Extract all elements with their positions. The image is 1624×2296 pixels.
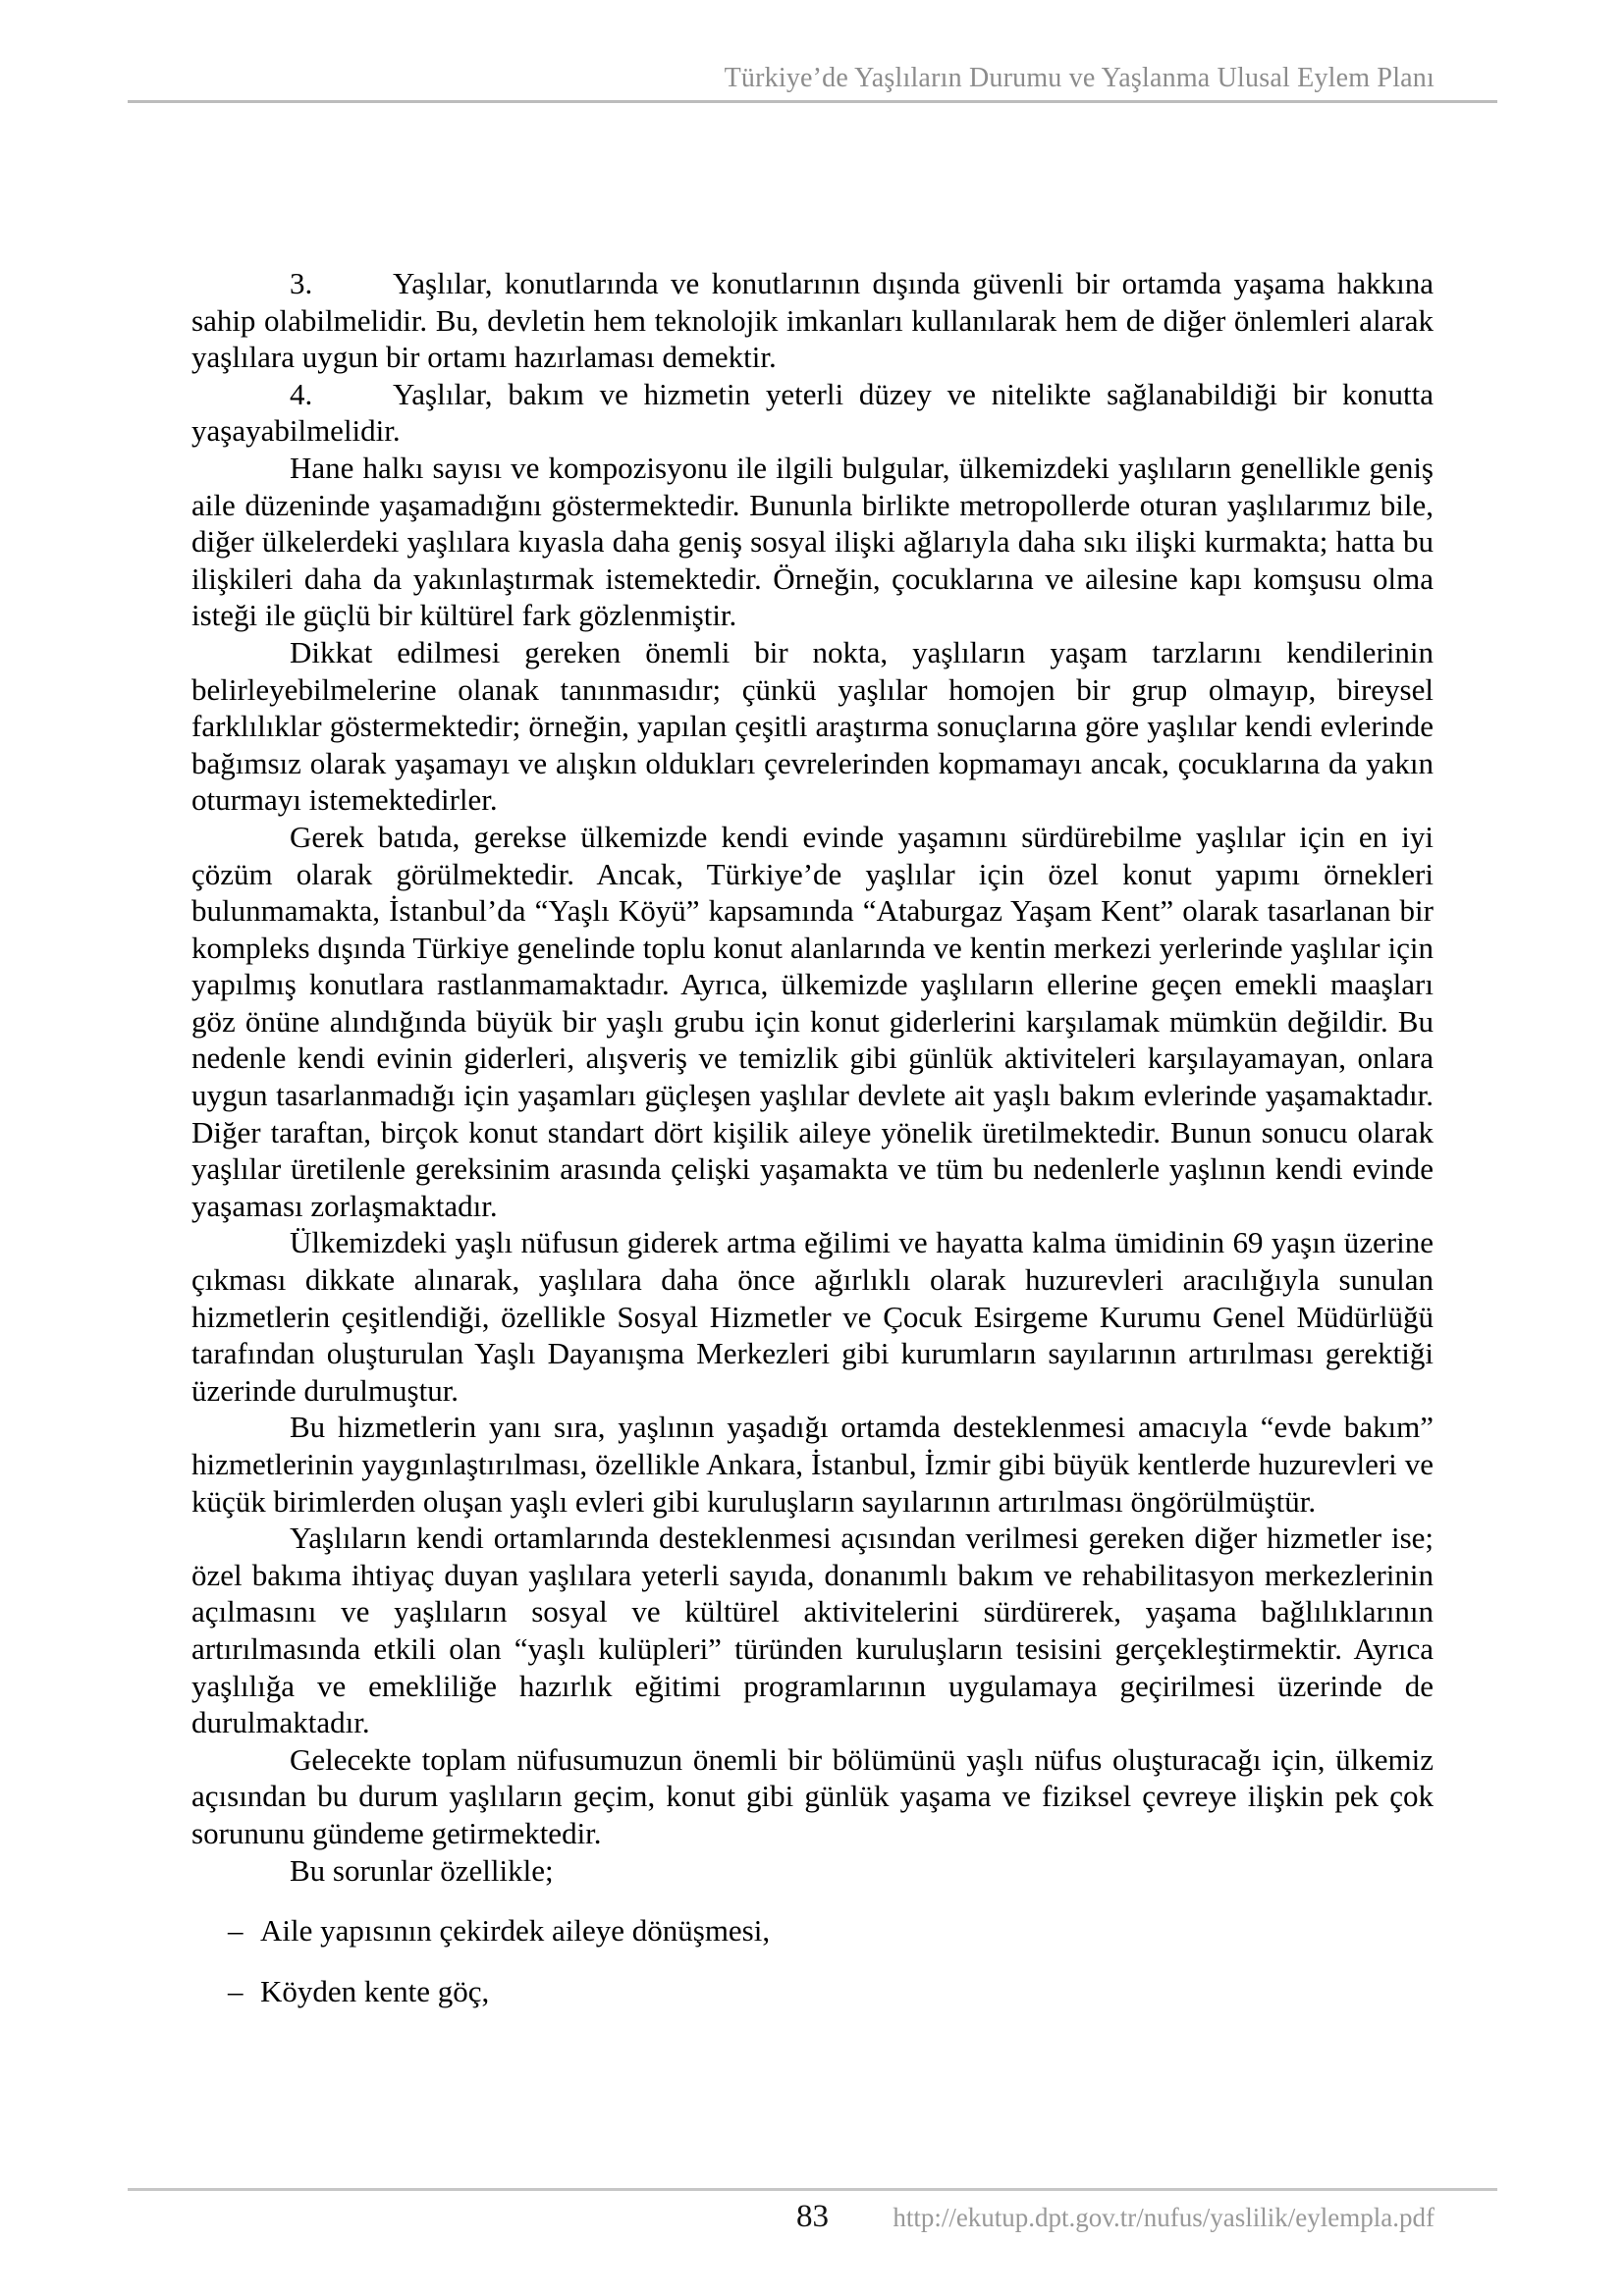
paragraph: Gelecekte toplam nüfusumuzun önemli bir bölümünü yaşlı nüfus oluşturacağı için, ülkemiz açısından bu durum yaşlıların geçim, konut gibi günlük yaşama ve fiziksel çevreye ilişkin pek çok sorununu gündeme getirmektedir. (191, 1741, 1434, 1850)
paragraph: Bu sorunlar özellikle; (290, 1852, 554, 1888)
footer-row (128, 2199, 1497, 2242)
page-number: 83 (796, 2199, 829, 2234)
item-number: 3. (290, 266, 313, 300)
paragraph: Dikkat edilmesi gereken önemli bir nokta, yaşlıların yaşam tarzlarını kendilerinin belirleyebilmelerine olanak tanınmasıdır; çünkü yaşlılar homojen bir grup olmayıp, bireysel farklılıklar göstermektedir; örneğin, yapılan çeşitli araştırma sonuçlarına göre yaşlılar kendi evlerinde bağımsız olarak yaşamayı ve alışkın oldukları çevrelerinden kopmamayı ancak, çocuklarına da yakın oturmayı istemektedirler. (191, 634, 1434, 818)
footer-url: http://ekutup.dpt.gov.tr/nufus/yaslilik/eylempla.pdf (893, 2203, 1435, 2232)
item-number: 4. (290, 376, 313, 411)
paragraph: Hane halkı sayısı ve kompozisyonu ile ilgili bulgular, ülkemizdeki yaşlıların genellikle geniş aile düzeninde yaşamadığını göstermektedir. Bununla birlikte metropollerde oturan yaşlılarımız bile, diğer ülkelerdeki yaşlılara kıyasla daha geniş sosyal ilişki ağlarıyla daha sıkı ilişki kurmakta; hatta bu ilişkileri daha da yakınlaştırmak istemektedir. Örneğin, çocuklarına ve ailesine kapı komşusu olma isteği ile güçlü bir kültürel fark gözlenmiştir. (191, 450, 1434, 633)
numbered-paragraph: 4. Yaşlılar, bakım ve hizmetin yeterli düzey ve nitelikte sağlanabildiği bir konutta yaşayabilmelidir. (191, 376, 1434, 449)
document-text (191, 265, 1434, 2009)
page-footer (128, 2188, 1497, 2242)
page-header (128, 0, 1497, 103)
list-dash-marker: – (228, 1973, 244, 2008)
paragraph: Gerek batıda, gerekse ülkemizde kendi evinde yaşamını sürdürebilme yaşlılar için en iyi çözüm olarak görülmektedir. Ancak, Türkiye’de yaşlılar için özel konut yapımı örnekleri bulunmamakta, İstanbul’da “Yaşlı Köyü” kapsamında “Ataburgaz Yaşam Kent” olarak tasarlanan bir kompleks dışında Türkiye genelinde toplu konut alanlarında ve kentin merkezi yerlerinde yaşlılar için yapılmış konutlara rastlanmamaktadır. Ayrıca, ülkemizde yaşlıların ellerine geçen emekli maaşları göz önüne alındığında büyük bir yaşlı grubu için konut giderlerini karşılamak mümkün değildir. Bu nedenle kendi evinin giderleri, alışveriş ve temizlik gibi günlük aktiviteleri karşılayamayan, onlara uygun tasarlanmadığı için yaşamları güçleşen yaşlılar devlete ait yaşlı bakım evlerinde yaşamaktadır. Diğer taraftan, birçok konut standart dört kişilik aileye yönelik üretilmektedir. Bunun sonucu olarak yaşlılar üretilenle gereksinim arasında çelişki yaşamakta ve tüm bu nedenlerle yaşlının kendi evinde yaşaması zorlaşmaktadır. (191, 819, 1434, 1223)
list-item (191, 1912, 1434, 1949)
header-divider (128, 100, 1497, 103)
footer-divider (128, 2188, 1497, 2191)
list-item-text: Aile yapısının çekirdek aileye dönüşmesi, (260, 1913, 771, 1949)
list-dash-marker: – (228, 1913, 244, 1949)
paragraph: Bu hizmetlerin yanı sıra, yaşlının yaşadığı ortamda desteklenmesi amacıyla “evde bakım” hizmetlerinin yaygınlaştırılması, özellikle Ankara, İstanbul, İzmir gibi büyük kentlerde huzurevleri ve küçük birimlerden oluşan yaşlı evleri gibi kuruluşların sayılarının artırılması öngörülmüştür. (191, 1410, 1434, 1519)
running-header-title: Türkiye’de Yaşlıların Durumu ve Yaşlanma Ulusal Eylem Planı (724, 63, 1435, 93)
numbered-paragraph: 3. Yaşlılar, konutlarında ve konutlarının dışında güvenli bir ortamda yaşama hakkına sahip olabilmelidir. Bu, devletin hem teknolojik imkanları kullanılarak hem de diğer önlemleri alarak yaşlılara uygun bir ortamı hazırlaması demektir. (191, 266, 1434, 375)
list-item-text: Köyden kente göç, (260, 1973, 490, 2008)
paragraph: Ülkemizdeki yaşlı nüfusun giderek artma eğilimi ve hayatta kalma ümidinin 69 yaşın üzerine çıkması dikkate alınarak, yaşlılara daha önce ağırlıklı olarak huzurevleri aracılığıyla sunulan hizmetlerin çeşitlendiği, özellikle Sosyal Hizmetler ve Çocuk Esirgeme Kurumu Genel Müdürlüğü tarafından oluşturulan Yaşlı Dayanışma Merkezleri gibi kurumların sayılarının artırılması gerektiği üzerinde durulmuştur. (191, 1225, 1434, 1408)
list-item (191, 1973, 1434, 2010)
paragraph: Yaşlıların kendi ortamlarında desteklenmesi açısından verilmesi gereken diğer hizmetler ise; özel bakıma ihtiyaç duyan yaşlılara yeterli sayıda, donanımlı bakım ve rehabilitasyon merkezlerinin açılmasını ve yaşlıların sosyal ve kültürel aktivitelerini sürdürerek, yaşama bağlılıklarının artırılmasında etkili olan “yaşlı kulüpleri” türünden kuruluşların tesisini gerçekleştirmektir. Ayrıca yaşlılığa ve emekliliğe hazırlık eğitimi programlarının uygulamaya geçirilmesi üzerinde de durulmaktadır. (191, 1521, 1434, 1740)
